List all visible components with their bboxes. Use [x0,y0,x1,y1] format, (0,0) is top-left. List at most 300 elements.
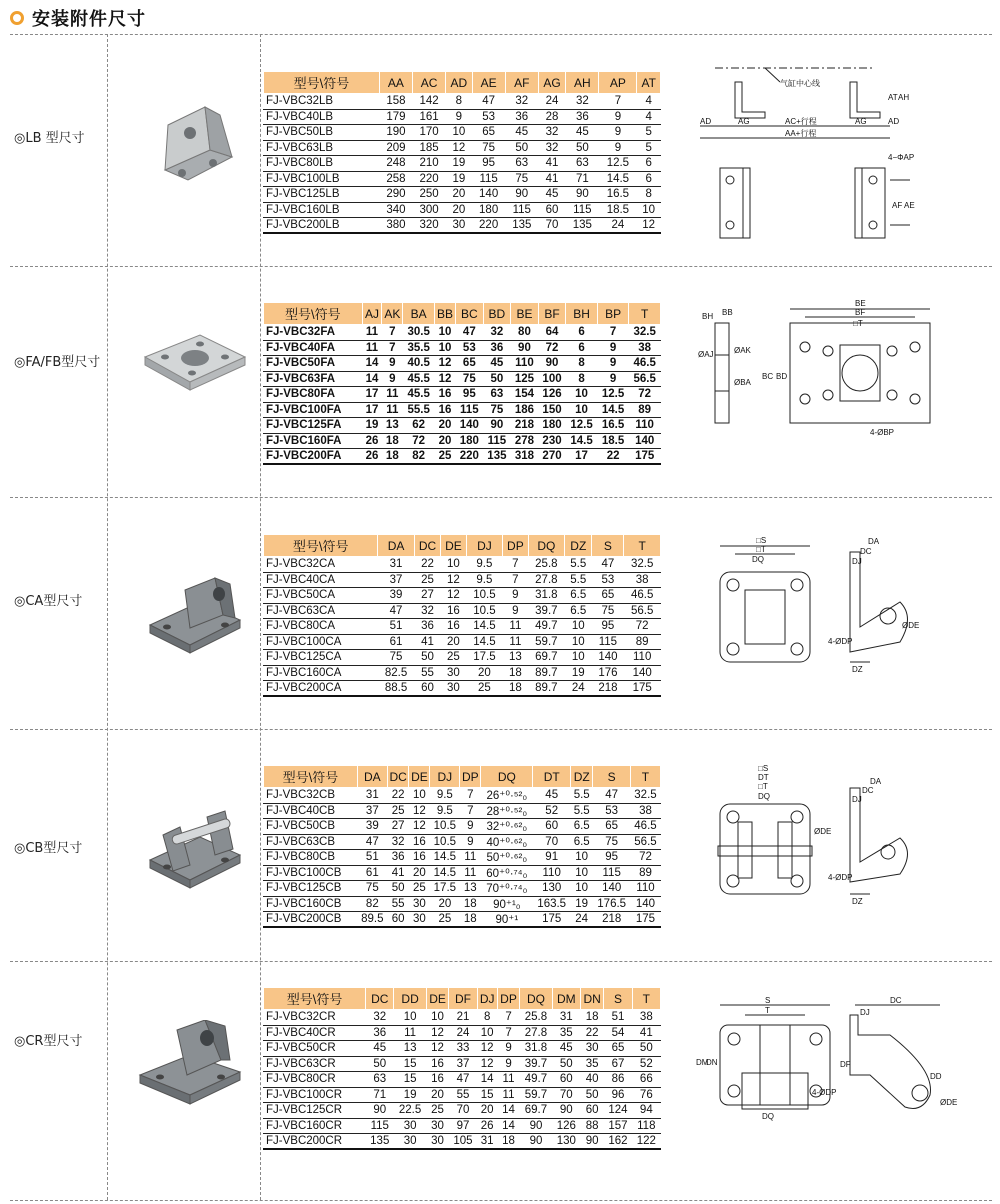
value-cell: 12 [426,1025,449,1041]
value-cell: 125 [511,371,539,387]
value-cell: 218 [593,912,631,928]
column-header: T [632,988,660,1010]
value-cell: 10 [570,850,592,866]
value-cell: 16 [434,402,455,418]
value-cell: 115 [566,202,599,218]
value-cell: 95 [592,619,624,635]
value-cell: 18.5 [597,433,629,449]
value-cell: 11 [460,865,481,881]
model-cell: FJ-VBC100CR [264,1087,366,1103]
value-cell: 16.5 [597,418,629,434]
drawing-label: AG [855,117,867,126]
column-header: S [604,988,632,1010]
value-cell: 53 [456,340,484,356]
model-cell: FJ-VBC160CB [264,896,358,912]
table-row [264,1072,661,1088]
column-header: AT [637,72,661,94]
model-cell: FJ-VBC160CA [264,665,378,681]
value-cell: 6.5 [570,834,592,850]
drawing-label: BF [855,308,866,317]
value-cell: 10 [446,125,472,141]
drawing-label: 4-ØBP [870,428,895,437]
table-header-row [264,72,661,94]
column-header: DA [357,766,387,788]
value-cell: 90 [580,1134,603,1150]
value-cell: 65 [472,125,505,141]
value-cell: 10.5 [430,834,460,850]
value-cell: 32 [538,140,565,156]
value-cell: 36 [505,109,538,125]
value-cell: 32.5 [624,557,661,573]
drawing-label: 气缸中心线 [780,79,820,88]
column-header: DE [409,766,430,788]
value-cell: 69.7 [528,650,565,666]
value-cell: 32 [414,603,440,619]
column-header: DP [503,535,528,557]
value-cell: 31 [378,557,415,573]
model-cell: FJ-VBC40LB [264,109,380,125]
value-cell: 36 [414,619,440,635]
value-cell: 65 [593,819,631,835]
cb-double-clevis-image [145,805,245,895]
value-cell: 16 [409,834,430,850]
value-cell: 28 [538,109,565,125]
value-cell: 46.5 [630,819,660,835]
value-cell: 290 [379,187,412,203]
value-cell: 5 [637,140,661,156]
value-cell: 90⁺¹₀ [481,896,533,912]
value-cell: 38 [629,340,661,356]
value-cell: 80 [511,325,539,341]
value-cell: 31 [552,1010,580,1026]
value-cell: 25 [466,681,503,697]
column-header: BD [483,303,511,325]
value-cell: 140 [593,881,631,897]
column-header: AA [379,72,412,94]
value-cell: 13 [460,881,481,897]
drawing-label: DJ [852,557,862,566]
table-row [264,387,661,403]
drawing-label: DQ [758,792,770,801]
value-cell: 55 [414,665,440,681]
column-header: DT [533,766,571,788]
value-cell: 65 [604,1041,632,1057]
column-header: DP [460,766,481,788]
value-cell: 10 [566,402,598,418]
value-cell: 230 [538,433,566,449]
value-cell: 14 [497,1103,520,1119]
value-cell: 9 [599,125,637,141]
drawing-label: AT [888,93,898,102]
model-cell: FJ-VBC63LB [264,140,380,156]
value-cell: 50 [483,371,511,387]
column-header: BP [597,303,629,325]
value-cell: 16 [426,1056,449,1072]
value-cell: 135 [566,218,599,234]
column-header: AD [446,72,472,94]
model-cell: FJ-VBC63CA [264,603,378,619]
value-cell: 75 [357,881,387,897]
value-cell: 25 [414,572,440,588]
model-cell: FJ-VBC160CR [264,1118,366,1134]
value-cell: 89.7 [528,681,565,697]
value-cell: 39.7 [520,1056,552,1072]
column-header: AP [599,72,637,94]
model-cell: FJ-VBC63CR [264,1056,366,1072]
value-cell: 32 [366,1010,394,1026]
value-cell: 320 [412,218,445,234]
value-cell: 18 [382,449,403,465]
column-header: DQ [481,766,533,788]
value-cell: 16 [441,619,466,635]
table-row [264,140,661,156]
value-cell: 51 [357,850,387,866]
value-cell: 89 [630,865,660,881]
value-cell: 60⁺⁰·⁷⁴₀ [481,865,533,881]
value-cell: 32 [505,94,538,110]
value-cell: 218 [511,418,539,434]
value-cell: 60 [580,1103,603,1119]
value-cell: 180 [456,433,484,449]
value-cell: 17 [362,387,382,403]
value-cell: 9 [446,109,472,125]
value-cell: 9 [597,371,629,387]
table-row [264,325,661,341]
table-header-row [264,303,661,325]
value-cell: 18 [503,681,528,697]
value-cell: 56.5 [630,834,660,850]
value-cell: 135 [366,1134,394,1150]
value-cell: 82 [403,449,435,465]
value-cell: 8 [477,1010,497,1026]
value-cell: 10 [434,325,455,341]
drawing-label: DF [840,1060,851,1069]
table-row [264,356,661,372]
divider [10,729,992,730]
value-cell: 220 [412,171,445,187]
value-cell: 9 [382,371,403,387]
value-cell: 12.5 [599,156,637,172]
value-cell: 76 [632,1087,660,1103]
value-cell: 6.5 [570,819,592,835]
value-cell: 32 [566,94,599,110]
value-cell: 90 [520,1118,552,1134]
value-cell: 190 [379,125,412,141]
value-cell: 9 [597,356,629,372]
value-cell: 14 [497,1118,520,1134]
value-cell: 220 [472,218,505,234]
value-cell: 56.5 [624,603,661,619]
drawing-label: AD [888,117,900,126]
value-cell: 14 [477,1072,497,1088]
value-cell: 61 [378,634,415,650]
column-header: T [629,303,661,325]
value-cell: 32.5 [630,788,660,804]
value-cell: 31.8 [520,1041,552,1057]
value-cell: 19 [565,665,592,681]
value-cell: 161 [412,109,445,125]
table-row [264,187,661,203]
value-cell: 60 [414,681,440,697]
drawing-label: DQ [752,555,764,564]
section-label-fa: ◎FA/FB型尺寸 [14,355,101,370]
drawing-label: BC [762,372,774,381]
value-cell: 45 [505,125,538,141]
value-cell: 20 [434,433,455,449]
value-cell: 94 [632,1103,660,1119]
value-cell: 118 [632,1118,660,1134]
value-cell: 210 [412,156,445,172]
lb-bracket-image [150,95,240,185]
drawing-label: DA [870,777,882,786]
value-cell: 17.5 [466,650,503,666]
table-row [264,896,661,912]
drawing-label: 4-ØDP [828,637,853,646]
value-cell: 45 [538,187,565,203]
value-cell: 9.5 [466,557,503,573]
value-cell: 110 [630,881,660,897]
drawing-label: DC [860,547,872,556]
value-cell: 75 [483,402,511,418]
value-cell: 97 [449,1118,477,1134]
value-cell: 300 [412,202,445,218]
table-row [264,912,661,928]
value-cell: 11 [362,340,382,356]
value-cell: 50 [566,140,599,156]
drawing-label: AE [904,201,915,210]
page-header [10,4,146,32]
column-header: DJ [430,766,460,788]
value-cell: 51 [604,1010,632,1026]
value-cell: 50 [505,140,538,156]
value-cell: 7 [503,572,528,588]
value-cell: 7 [503,557,528,573]
value-cell: 60 [538,202,565,218]
drawing-label: DZ [852,665,863,674]
table-row [264,881,661,897]
value-cell: 54 [604,1025,632,1041]
model-cell: FJ-VBC100CA [264,634,378,650]
value-cell: 7 [460,788,481,804]
value-cell: 6 [566,325,598,341]
value-cell: 21 [449,1010,477,1026]
drawing-label: □S [758,764,769,773]
model-cell: FJ-VBC32FA [264,325,363,341]
column-header: DJ [466,535,503,557]
value-cell: 72 [629,387,661,403]
value-cell: 175 [629,449,661,465]
value-cell: 176 [592,665,624,681]
value-cell: 53 [592,572,624,588]
value-cell: 140 [630,896,660,912]
value-cell: 19 [446,156,472,172]
drawing-label: BB [722,308,733,317]
column-divider [107,34,108,1200]
value-cell: 25 [426,1103,449,1119]
value-cell: 45.5 [403,371,435,387]
value-cell: 30 [394,1118,426,1134]
value-cell: 10 [565,634,592,650]
value-cell: 7 [382,340,403,356]
value-cell: 47 [378,603,415,619]
table-row [264,402,661,418]
value-cell: 140 [472,187,505,203]
value-cell: 63 [566,156,599,172]
value-cell: 115 [593,865,631,881]
model-cell: FJ-VBC100CB [264,865,358,881]
value-cell: 14.5 [430,865,460,881]
value-cell: 9 [597,340,629,356]
value-cell: 25 [409,881,430,897]
value-cell: 9 [497,1041,520,1057]
value-cell: 9.5 [430,788,460,804]
value-cell: 115 [483,433,511,449]
value-cell: 36 [566,109,599,125]
section-label-cb: ◎CB型尺寸 [14,841,83,856]
ring-bullet-icon [10,11,24,25]
divider [10,34,992,35]
value-cell: 18 [460,912,481,928]
drawing-label: DD [930,1072,942,1081]
value-cell: 20 [430,896,460,912]
value-cell: 24 [538,94,565,110]
drawing-label: ØDE [814,827,832,836]
table-row [264,865,661,881]
column-header: AC [412,72,445,94]
value-cell: 32 [538,125,565,141]
value-cell: 10 [637,202,661,218]
model-cell: FJ-VBC200LB [264,218,380,234]
column-header: 型号\符号 [264,72,380,94]
value-cell: 154 [511,387,539,403]
lb-spec-table [263,71,661,234]
value-cell: 186 [511,402,539,418]
cr-angle-bracket-image [135,1020,245,1115]
value-cell: 100 [538,371,566,387]
value-cell: 5.5 [570,788,592,804]
model-cell: FJ-VBC125FA [264,418,363,434]
column-header: 型号\符号 [264,303,363,325]
model-cell: FJ-VBC32LB [264,94,380,110]
value-cell: 142 [412,94,445,110]
value-cell: 158 [379,94,412,110]
fa-drawing [690,295,990,445]
table-header-row [264,535,661,557]
value-cell: 10 [566,387,598,403]
page-title: 安装附件尺寸 [32,9,146,30]
drawing-label: DA [868,537,880,546]
value-cell: 6 [566,340,598,356]
value-cell: 10 [394,1010,426,1026]
value-cell: 38 [632,1010,660,1026]
ca-drawing [700,532,980,682]
value-cell: 61 [357,865,387,881]
table-row [264,603,661,619]
value-cell: 12 [441,572,466,588]
table-row [264,588,661,604]
value-cell: 9 [503,588,528,604]
value-cell: 14.5 [466,619,503,635]
value-cell: 340 [379,202,412,218]
value-cell: 10.5 [430,819,460,835]
value-cell: 12 [441,588,466,604]
value-cell: 10 [409,788,430,804]
value-cell: 27.8 [528,572,565,588]
model-cell: FJ-VBC80CB [264,850,358,866]
value-cell: 88.5 [378,681,415,697]
value-cell: 47 [593,788,631,804]
value-cell: 14.5 [597,402,629,418]
value-cell: 63 [366,1072,394,1088]
value-cell: 46.5 [624,588,661,604]
value-cell: 6.5 [565,588,592,604]
value-cell: 140 [629,433,661,449]
value-cell: 47 [456,325,484,341]
table-row [264,171,661,187]
value-cell: 11 [382,387,403,403]
value-cell: 218 [592,681,624,697]
column-header: BB [434,303,455,325]
cr-drawing [690,995,980,1130]
table-row [264,788,661,804]
value-cell: 318 [511,449,539,465]
value-cell: 45 [552,1041,580,1057]
model-cell: FJ-VBC50FA [264,356,363,372]
value-cell: 60 [552,1072,580,1088]
value-cell: 52 [632,1056,660,1072]
value-cell: 124 [604,1103,632,1119]
value-cell: 10 [441,557,466,573]
table-row [264,665,661,681]
value-cell: 35 [580,1056,603,1072]
value-cell: 140 [456,418,484,434]
column-header: DD [394,988,426,1010]
drawing-label: AA+行程 [785,129,817,138]
value-cell: 50 [366,1056,394,1072]
value-cell: 63 [505,156,538,172]
value-cell: 41 [538,171,565,187]
value-cell: 12 [434,371,455,387]
value-cell: 7 [599,94,637,110]
column-header: BA [403,303,435,325]
value-cell: 55 [449,1087,477,1103]
value-cell: 176.5 [593,896,631,912]
table-header-row [264,766,661,788]
value-cell: 64 [538,325,566,341]
value-cell: 150 [538,402,566,418]
column-header: DM [552,988,580,1010]
value-cell: 20 [409,865,430,881]
value-cell: 35.5 [403,340,435,356]
divider [10,266,992,267]
table-header-row [264,988,661,1010]
value-cell: 10 [570,865,592,881]
value-cell: 75 [456,371,484,387]
drawing-label: AD [700,117,712,126]
value-cell: 16.5 [599,187,637,203]
value-cell: 82.5 [378,665,415,681]
value-cell: 75 [472,140,505,156]
value-cell: 30 [426,1134,449,1150]
value-cell: 110 [511,356,539,372]
value-cell: 32 [483,325,511,341]
value-cell: 90 [366,1103,394,1119]
column-header: DC [387,766,409,788]
value-cell: 11 [503,619,528,635]
value-cell: 30 [394,1134,426,1150]
column-header: DZ [565,535,592,557]
value-cell: 13 [382,418,403,434]
